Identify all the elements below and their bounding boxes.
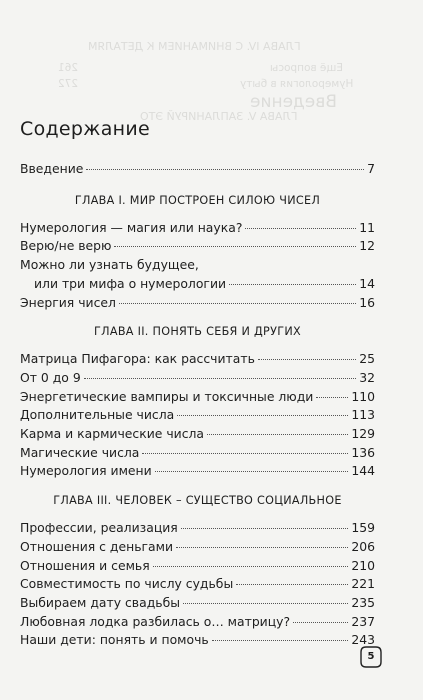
toc-entry-page: 25 — [359, 351, 375, 367]
toc-entry-page: 16 — [359, 294, 375, 310]
toc-entry-label: Наши дети: понять и помочь — [20, 632, 209, 648]
toc-entry-page: 136 — [351, 444, 375, 460]
toc-entry-page: 210 — [351, 557, 375, 573]
toc-entry-label: Магические числа — [20, 444, 140, 460]
dot-leader — [142, 453, 348, 454]
dot-leader — [119, 303, 356, 304]
bleed-chapter-heading: ГЛАВА IV. С ВНИМАНИЕМ К ДЕТАЛЯМ — [88, 40, 301, 53]
dot-leader — [86, 169, 364, 170]
dot-leader — [212, 640, 349, 641]
page-number-badge — [360, 646, 382, 668]
dot-leader — [229, 284, 356, 285]
toc-entry-page: 7 — [367, 161, 375, 176]
toc-entry — [20, 538, 375, 557]
toc-entry — [20, 444, 375, 463]
toc-entry — [20, 256, 375, 293]
toc-entry-label: Введение — [20, 161, 84, 176]
dot-leader — [114, 246, 356, 247]
toc-entry-page: 14 — [359, 275, 375, 291]
toc-entry — [20, 219, 375, 238]
toc-entry-page: 144 — [351, 463, 375, 479]
toc-entry — [20, 406, 375, 425]
dot-leader — [316, 397, 348, 398]
table-of-contents — [20, 118, 375, 650]
toc-entry-page: 235 — [351, 594, 375, 610]
toc-entry-page: 237 — [351, 613, 375, 629]
toc-entry-label: Дополнительные числа — [20, 407, 175, 423]
bleed-heading: Введение — [250, 92, 337, 112]
dot-leader — [177, 415, 348, 416]
bleed-entry: Нумерология в быту — [240, 78, 354, 90]
toc-entry-page: 243 — [351, 632, 375, 648]
dot-leader — [293, 622, 348, 623]
toc-entry — [20, 575, 375, 594]
toc-entry-label: Выбираем дату свадьбы — [20, 594, 180, 610]
toc-entry-label: Совместимость по числу судьбы — [20, 576, 234, 592]
toc-entry-page: 12 — [359, 238, 375, 254]
toc-entry-label: Нумерология имени — [20, 463, 152, 479]
bleed-entry: Ещё вопросы — [270, 62, 343, 74]
toc-entry — [20, 425, 375, 444]
toc-entry — [20, 237, 375, 256]
toc-entry-label: Отношения и семья — [20, 557, 150, 573]
toc-entry — [20, 462, 375, 481]
toc-entry-page: 110 — [351, 388, 375, 404]
dot-leader — [183, 603, 348, 604]
toc-entry — [20, 294, 375, 313]
toc-entry — [20, 594, 375, 613]
dot-leader — [236, 584, 348, 585]
toc-entry-label: Карма и кармические числа — [20, 426, 205, 442]
toc-entry-page: 206 — [351, 538, 375, 554]
toc-entry-label: Можно ли узнать будущее, — [20, 257, 199, 273]
page-title: Содержание — [20, 118, 150, 140]
toc-entry-page: 159 — [351, 520, 375, 536]
toc-entry-label: Энергия чисел — [20, 294, 116, 310]
chapter-heading: ГЛАВА I. МИР ПОСТРОЕН СИЛОЮ ЧИСЕЛ — [74, 193, 321, 207]
toc-entry-label: Отношения с деньгами — [20, 538, 174, 554]
dot-leader — [84, 378, 357, 379]
toc-entry-label: Нумерология — магия или наука? — [20, 219, 243, 235]
toc-entry — [20, 631, 375, 650]
bleed-page: 261 — [58, 62, 79, 74]
dot-leader — [245, 228, 356, 229]
toc-entry-label: Любовная лодка разбилась о… матрицу? — [20, 613, 291, 629]
toc-entry — [20, 369, 375, 388]
dot-leader — [258, 359, 356, 360]
dot-leader — [155, 471, 349, 472]
dot-leader — [181, 528, 349, 529]
toc-entry-page: 11 — [359, 219, 375, 235]
toc-entry-label: От 0 до 9 — [20, 369, 81, 385]
toc-entry-label: Матрица Пифагора: как рассчитать — [20, 351, 255, 367]
dot-leader — [176, 547, 348, 548]
toc-entry — [20, 519, 375, 538]
toc-entry — [20, 388, 375, 407]
toc-entry-page: 221 — [351, 576, 375, 592]
toc-entry-page: 129 — [351, 426, 375, 442]
chapter-heading: ГЛАВА III. ЧЕЛОВЕК – СУЩЕСТВО СОЦИАЛЬНОЕ — [53, 494, 342, 508]
page-number: 5 — [367, 651, 375, 662]
toc-entry — [20, 557, 375, 576]
dot-leader — [207, 434, 348, 435]
bleed-page: 272 — [58, 78, 79, 90]
toc-entry-page: 32 — [359, 369, 375, 385]
toc-entry — [20, 350, 375, 369]
toc-entry-page: 113 — [351, 407, 375, 423]
toc-entry-label: Верю/не верю — [20, 238, 112, 254]
toc-entry-intro — [20, 160, 375, 179]
dot-leader — [153, 566, 349, 567]
bleed-chapter-heading: ГЛАВА V. ЗАПЛАНИРУЙ ЭТО — [140, 110, 298, 123]
toc-entry-label: Энергетические вампиры и токсичные люди — [20, 388, 314, 404]
toc-entry-label-continued: или три мифа о нумерологии — [34, 275, 227, 291]
toc-entry-label: Профессии, реализация — [20, 520, 178, 536]
toc-entry — [20, 613, 375, 632]
chapter-heading: ГЛАВА II. ПОНЯТЬ СЕБЯ И ДРУГИХ — [94, 325, 301, 339]
